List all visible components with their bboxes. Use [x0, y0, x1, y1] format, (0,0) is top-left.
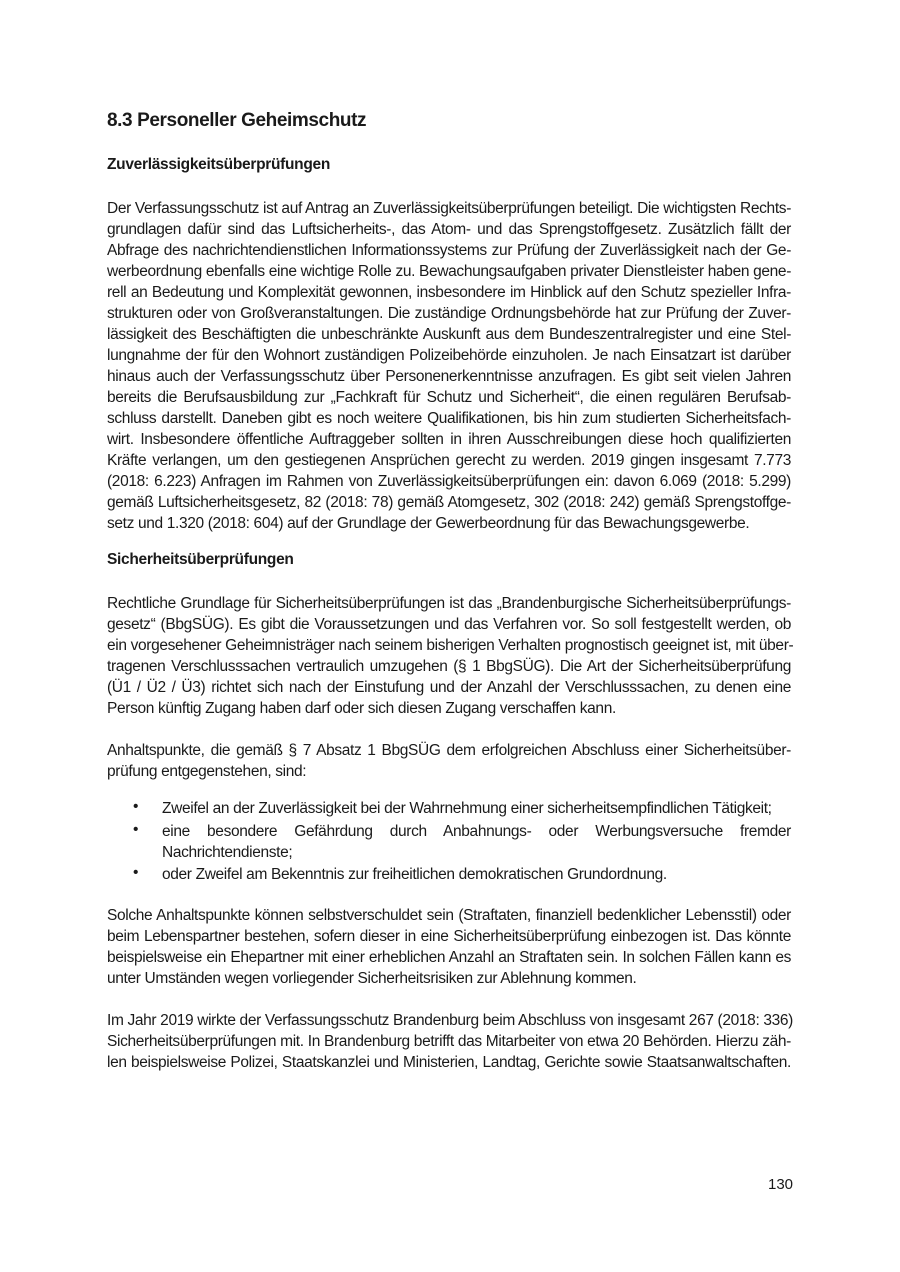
text-line: ein vorgesehener Geheimnisträger nach seinem bisherigen Verhalten prognostisch geeignet ist, mit über-	[107, 637, 794, 654]
text-line: Kräfte verlangen, um den gestiegenen Ansprüchen gerecht zu werden. 2019 gingen insgesamt 7.773	[107, 452, 791, 469]
text-line: lungnahme der für den Wohnort zuständigen Polizeibehörde einzuholen. Je nach Einsatzart ist darüber	[107, 347, 791, 364]
text-line: Solche Anhaltspunkte können selbstverschuldet sein (Straftaten, finanziell bedenklicher Lebensstil) oder	[107, 907, 791, 924]
text-line: gesetz“ (BbgSÜG). Es gibt die Voraussetzungen und das Verfahren vor. So soll festgestellt werden, ob	[107, 616, 791, 633]
text-line: hinaus auch der Verfassungsschutz über Personenerkenntnisse anzufragen. Es gibt seit vielen Jahren	[107, 368, 791, 385]
paragraph-1	[107, 198, 791, 534]
text-line: strukturen oder von Großveranstaltungen. Die zuständige Ordnungsbehörde hat zur Prüfung der Zuver-	[107, 305, 791, 322]
text-line: grundlagen dafür sind das Luftsicherheits-, das Atom- und das Sprengstoffgesetz. Zusätzlich fällt der	[107, 221, 791, 238]
text-line: tragenen Verschlusssachen vertraulich umzugehen (§ 1 BbgSÜG). Die Art der Sicherheitsüberprüfung	[107, 658, 791, 675]
text-line: Der Verfassungsschutz ist auf Antrag an Zuverlässigkeitsüberprüfungen beteiligt. Die wichtigsten Rechts-	[107, 200, 791, 217]
text-line: setz und 1.320 (2018: 604) auf der Grundlage der Gewerbeordnung für das Bewachungsgewerbe.	[107, 515, 750, 532]
page-number: 130	[768, 1176, 794, 1193]
text-line: (2018: 6.223) Anfragen im Rahmen von Zuverlässigkeitsüberprüfungen ein: davon 6.069 (2018: 5.299)	[107, 473, 791, 490]
text-line: wirt. Insbesondere öffentliche Auftraggeber sollten in ihren Ausschreibungen diese hoch qualifizierten	[107, 431, 791, 448]
text-line: len beispielsweise Polizei, Staatskanzlei und Ministerien, Landtag, Gerichte sowie Staatsanwaltschaften.	[107, 1054, 791, 1071]
subheading-zuverlaessigkeit: Zuverlässigkeitsüberprüfungen	[107, 156, 330, 173]
text-line: lässigkeit des Beschäftigten die unbeschränkte Auskunft aus dem Bundeszentralregister und eine Stel-	[107, 326, 791, 343]
text-line: prüfung entgegenstehen, sind:	[107, 763, 307, 780]
text-line: Person künftig Zugang haben darf oder sich diesen Zugang verschaffen kann.	[107, 700, 616, 717]
bullet-icon: •	[133, 821, 139, 838]
text-line: beim Lebenspartner bestehen, sofern dieser in eine Sicherheitsüberprüfung einbezogen ist. Das könnte	[107, 928, 791, 945]
paragraph-2	[107, 593, 794, 719]
text-line: beispielsweise ein Ehepartner mit einer erheblichen Anzahl an Straftaten sein. In solchen Fällen kann es	[107, 949, 791, 966]
text-line: Zweifel an der Zuverlässigkeit bei der Wahrnehmung einer sicherheitsempfindlichen Tätigkeit;	[162, 800, 772, 817]
text-line: eine besondere Gefährdung durch Anbahnungs- oder Werbungsversuche fremder	[162, 823, 791, 840]
text-line: Anhaltspunkte, die gemäß § 7 Absatz 1 BbgSÜG dem erfolgreichen Abschluss einer Sicherheitsüber-	[107, 742, 791, 759]
text-line: rell an Bedeutung und Komplexität gewonnen, insbesondere im Hinblick auf den Schutz spezieller Infra-	[107, 284, 791, 301]
subheading-sicherheit: Sicherheitsüberprüfungen	[107, 551, 294, 568]
text-line: schluss darstellt. Daneben gibt es noch weitere Qualifikationen, bis hin zum studierten Sicherheitsfach-	[107, 410, 791, 427]
text-line: Rechtliche Grundlage für Sicherheitsüberprüfungen ist das „Brandenburgische Sicherheitsüberprüfungs-	[107, 595, 791, 612]
text-line: oder Zweifel am Bekenntnis zur freiheitlichen demokratischen Grundordnung.	[162, 866, 667, 883]
text-line: Abfrage des nachrichtendienstlichen Informationssystems zur Prüfung der Zuverlässigkeit nach der Ge-	[107, 242, 791, 259]
paragraph-5	[107, 1010, 791, 1073]
text-line: (Ü1 / Ü2 / Ü3) richtet sich nach der Einstufung und der Anzahl der Verschlusssachen, zu denen eine	[107, 679, 791, 696]
text-line: unter Umständen wegen vorliegender Sicherheitsrisiken zur Ablehnung kommen.	[107, 970, 637, 987]
section-title: 8.3 Personeller Geheimschutz	[107, 110, 367, 131]
text-line: gemäß Luftsicherheitsgesetz, 82 (2018: 78) gemäß Atomgesetz, 302 (2018: 242) gemäß Sprengstoffge-	[107, 494, 791, 511]
text-line: Im Jahr 2019 wirkte der Verfassungsschutz Brandenburg beim Abschluss von insgesamt 267 (2018: 336)	[107, 1012, 793, 1029]
bullet-icon: •	[133, 864, 139, 881]
paragraph-4	[107, 905, 791, 989]
text-line: bereits die Berufsausbildung zur „Fachkraft für Schutz und Sicherheit“, die einen regulären Berufsab-	[107, 389, 791, 406]
text-line: werbeordnung ebenfalls eine wichtige Rolle zu. Bewachungsaufgaben privater Dienstleister haben gene-	[107, 263, 791, 280]
text-line: Sicherheitsüberprüfungen mit. In Brandenburg betrifft das Mitarbeiter von etwa 20 Behörden. Hierzu zäh-	[107, 1033, 791, 1050]
text-line: Nachrichtendienste;	[162, 844, 293, 861]
paragraph-3	[107, 740, 791, 782]
bullet-icon: •	[133, 798, 139, 815]
